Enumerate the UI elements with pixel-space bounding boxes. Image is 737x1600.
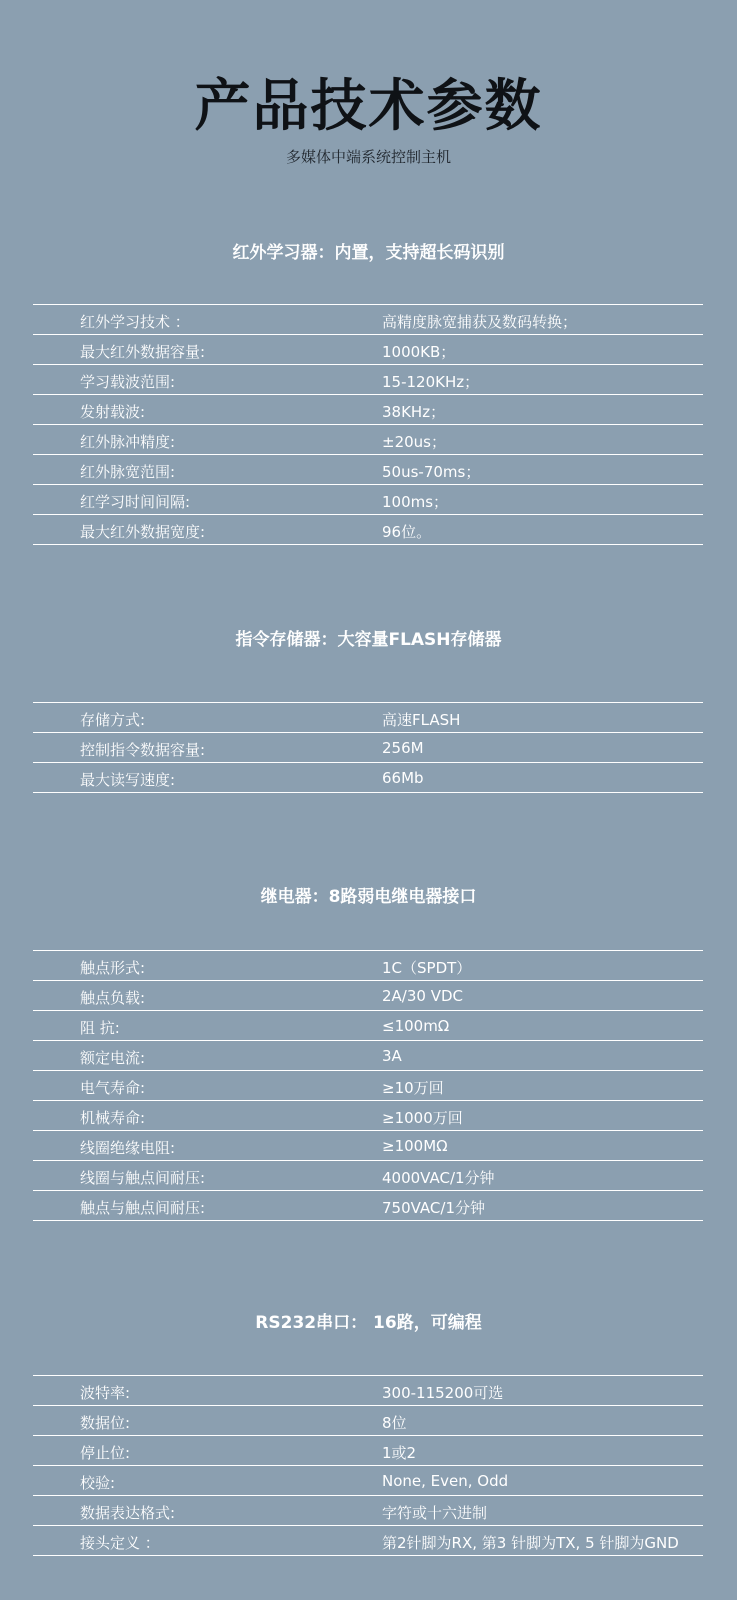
table-row xyxy=(33,763,703,793)
row-value: 50us-70ms； xyxy=(382,463,481,481)
table-row xyxy=(33,305,703,335)
row-value: ≤100mΩ xyxy=(382,1017,450,1035)
row-label: 发射载波: xyxy=(80,403,146,421)
table-row xyxy=(33,335,703,365)
table-row xyxy=(33,951,703,981)
page-subtitle: 多媒体中端系统控制主机 xyxy=(285,148,451,166)
section-title-ir-learner: 红外学习器：内置，支持超长码识别 xyxy=(232,243,505,263)
section-title-command-storage: 指令存储器：大容量FLASH存储器 xyxy=(235,630,502,650)
row-label: 最大读写速度: xyxy=(80,771,176,789)
table-row xyxy=(33,485,703,515)
row-value: 8位 xyxy=(382,1414,407,1432)
row-value: 750VAC/1分钟 xyxy=(382,1199,486,1217)
row-label: 触点负载: xyxy=(80,989,146,1007)
row-value: ≥100MΩ xyxy=(382,1137,448,1155)
row-value: 4000VAC/1分钟 xyxy=(382,1169,495,1187)
row-label: 停止位: xyxy=(80,1444,131,1462)
table-row xyxy=(33,425,703,455)
table-row xyxy=(33,1526,703,1556)
row-label: 控制指令数据容量: xyxy=(80,741,206,759)
spec-table-command-storage xyxy=(33,702,703,793)
row-label: 数据位: xyxy=(80,1414,131,1432)
page-title: 产品技术参数 xyxy=(194,74,543,139)
table-row xyxy=(33,1041,703,1071)
table-row xyxy=(33,703,703,733)
row-value: 1000KB； xyxy=(382,343,456,361)
row-label: 机械寿命: xyxy=(80,1109,146,1127)
table-row xyxy=(33,455,703,485)
table-row xyxy=(33,1161,703,1191)
row-value: 300-115200可选 xyxy=(382,1384,504,1402)
table-row xyxy=(33,981,703,1011)
table-row xyxy=(33,1101,703,1131)
row-label: 红外脉宽范围: xyxy=(80,463,176,481)
section-title-rs232: RS232串口： 16路，可编程 xyxy=(255,1313,482,1333)
row-value: 字符或十六进制 xyxy=(382,1504,488,1522)
table-row xyxy=(33,515,703,545)
row-label: 阻 抗: xyxy=(80,1019,120,1037)
row-value: 3A xyxy=(382,1047,402,1065)
row-label: 接头定义 ： xyxy=(80,1534,160,1552)
row-value: 1C（SPDT） xyxy=(382,959,472,977)
row-label: 触点形式: xyxy=(80,959,146,977)
row-label: 红学习时间间隔: xyxy=(80,493,191,511)
row-label: 最大红外数据宽度: xyxy=(80,523,206,541)
row-value: None, Even, Odd xyxy=(382,1472,509,1490)
row-value: 高速FLASH xyxy=(382,711,461,729)
row-label: 红外学习技术 ： xyxy=(80,313,190,331)
row-value: 100ms； xyxy=(382,493,449,511)
row-label: 电气寿命: xyxy=(80,1079,146,1097)
table-row xyxy=(33,365,703,395)
row-label: 红外脉冲精度: xyxy=(80,433,176,451)
table-row xyxy=(33,1131,703,1161)
row-label: 线圈与触点间耐压: xyxy=(80,1169,206,1187)
row-value: ±20us； xyxy=(382,433,446,451)
row-label: 最大红外数据容量: xyxy=(80,343,206,361)
row-label: 数据表达格式: xyxy=(80,1504,176,1522)
spec-table-relay xyxy=(33,950,703,1221)
row-value: 高精度脉宽捕获及数码转换； xyxy=(382,313,578,331)
table-row xyxy=(33,1496,703,1526)
row-label: 触点与触点间耐压: xyxy=(80,1199,206,1217)
table-row xyxy=(33,395,703,425)
row-value: 1或2 xyxy=(382,1444,417,1462)
row-value: 66Mb xyxy=(382,769,424,787)
spec-table-ir-learner xyxy=(33,304,703,545)
table-row xyxy=(33,1376,703,1406)
table-row xyxy=(33,1191,703,1221)
table-row xyxy=(33,1466,703,1496)
row-label: 线圈绝缘电阻: xyxy=(80,1139,176,1157)
row-label: 额定电流: xyxy=(80,1049,146,1067)
row-value: 256M xyxy=(382,739,424,757)
table-row xyxy=(33,1436,703,1466)
row-value: 15-120KHz； xyxy=(382,373,480,391)
row-value: ≥10万回 xyxy=(382,1079,444,1097)
table-row xyxy=(33,1011,703,1041)
row-value: 38KHz； xyxy=(382,403,446,421)
row-label: 学习载波范围: xyxy=(80,373,176,391)
row-label: 存储方式: xyxy=(80,711,146,729)
row-value: 96位。 xyxy=(382,523,432,541)
row-value: ≥1000万回 xyxy=(382,1109,463,1127)
table-row xyxy=(33,1406,703,1436)
row-label: 波特率: xyxy=(80,1384,131,1402)
table-row xyxy=(33,1071,703,1101)
table-row xyxy=(33,733,703,763)
row-label: 校验: xyxy=(80,1474,116,1492)
row-value: 第2针脚为RX, 第3 针脚为TX, 5 针脚为GND xyxy=(382,1534,679,1552)
section-title-relay: 继电器：8路弱电继电器接口 xyxy=(260,887,477,907)
row-value: 2A/30 VDC xyxy=(382,987,463,1005)
spec-table-rs232 xyxy=(33,1375,703,1556)
